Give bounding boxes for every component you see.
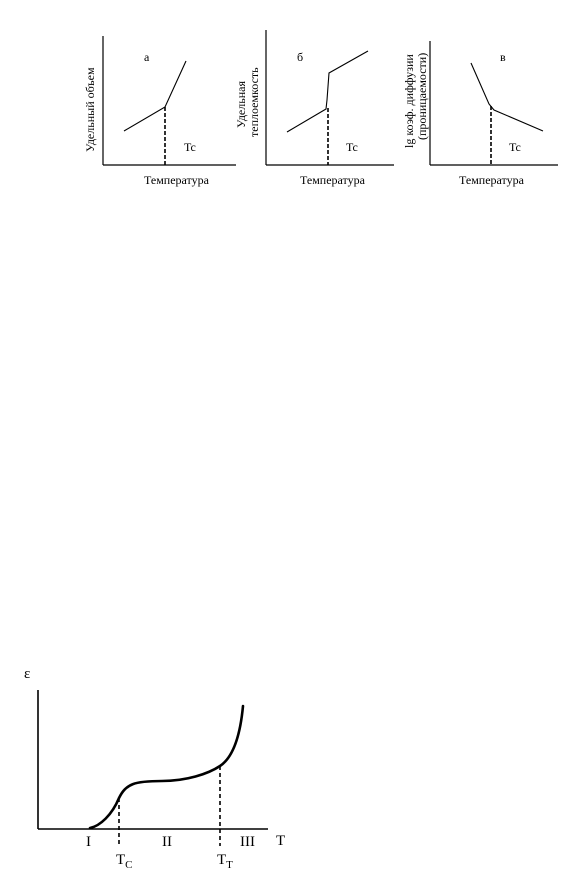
strain-tt-main: T xyxy=(217,852,227,868)
graph-c xyxy=(402,41,558,187)
graph-b-ylabel-line1: Удельная xyxy=(234,81,248,128)
strain-xlabel: T xyxy=(276,833,286,849)
graph-c-ylabel-line2: (проницаемости) xyxy=(415,52,429,140)
graph-b-tc-label: Tc xyxy=(346,140,358,154)
graph-a-tc-label: Tc xyxy=(184,140,196,154)
graph-a xyxy=(83,36,236,187)
graph-c-curve xyxy=(471,63,543,131)
graph-c-tc-label: Tc xyxy=(509,140,521,154)
strain-tc-sub: C xyxy=(125,859,133,871)
graph-a-xlabel: Температура xyxy=(144,173,209,187)
strain-tc-main: T xyxy=(116,852,126,868)
strain-region-3: III xyxy=(240,834,255,850)
graph-c-letter: в xyxy=(500,50,506,64)
strain-tc-label xyxy=(116,852,133,871)
graph-c-xlabel: Температура xyxy=(459,173,524,187)
graph-b xyxy=(234,30,394,187)
graph-b-ylabel-line2: теплоемкость xyxy=(247,67,261,137)
graph-b-letter: б xyxy=(297,50,304,64)
strain-region-2: II xyxy=(162,834,172,850)
graph-c-ylabel-line1: lg коэф. диффузии xyxy=(402,54,416,148)
graph-b-xlabel: Температура xyxy=(300,173,365,187)
strain-region-1: I xyxy=(86,834,91,850)
strain-tt-sub: T xyxy=(226,859,233,871)
graph-strain xyxy=(24,666,285,871)
strain-tt-label xyxy=(217,852,233,871)
graph-a-ylabel: Удельный объем xyxy=(83,67,97,152)
strain-ylabel: ε xyxy=(24,666,31,682)
graph-a-curve xyxy=(124,61,186,131)
graph-a-letter: а xyxy=(144,50,150,64)
